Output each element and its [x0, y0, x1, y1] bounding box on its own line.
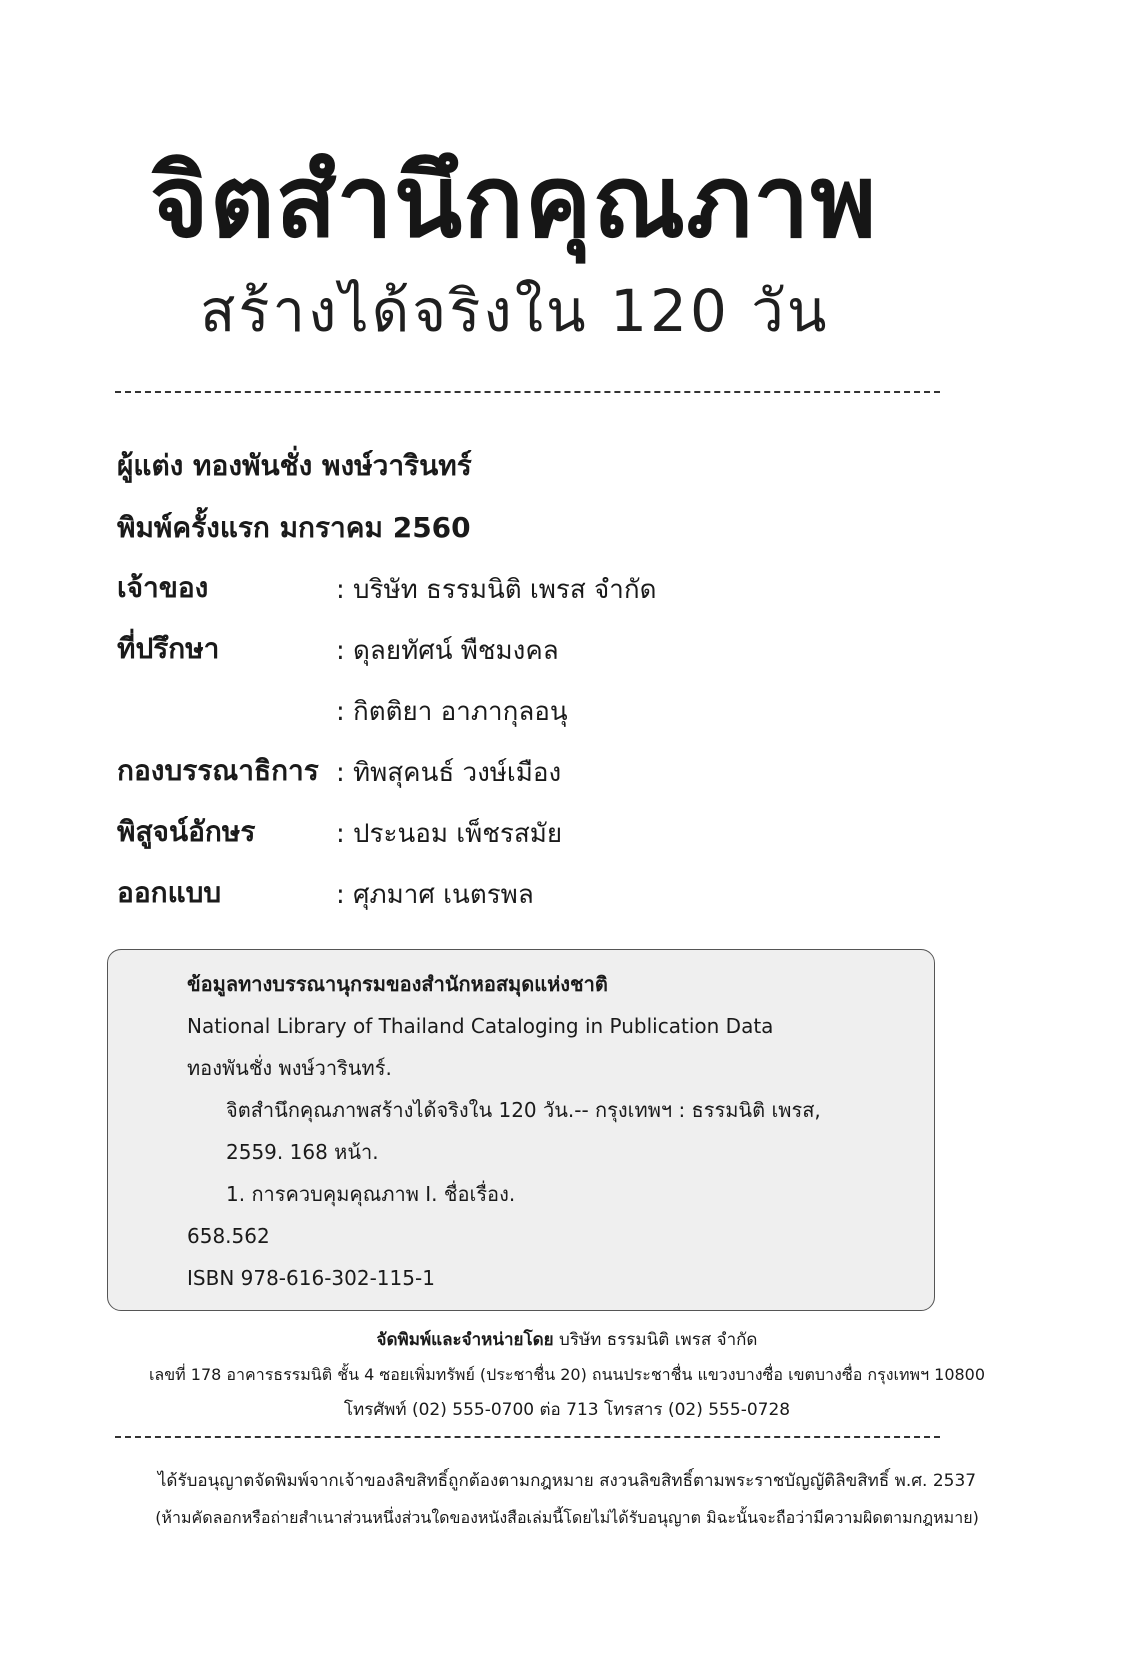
credit-label-editorial: กองบรรณาธิการ [117, 754, 319, 787]
credit-label-advisor: ที่ปรึกษา [117, 632, 220, 665]
book-title: จิตสำนึกคุณภาพ [150, 143, 878, 260]
cip-subject-line: 1. การควบคุมคุณภาพ I. ชื่อเรื่อง. [226, 1182, 516, 1206]
book-subtitle: สร้างได้จริงใน 120 วัน [200, 277, 830, 345]
credit-label-design: ออกแบบ [117, 876, 222, 909]
cip-isbn: ISBN 978-616-302-115-1 [187, 1266, 435, 1290]
cip-title-line: จิตสำนึกคุณภาพสร้างได้จริงใน 120 วัน.-- กรุงเทพฯ : ธรรมนิติ เพรส, [226, 1098, 821, 1122]
cip-author: ทองพันชั่ง พงษ์วารินทร์. [187, 1056, 392, 1080]
top-divider [115, 391, 940, 393]
publisher-label: จัดพิมพ์และจำหน่ายโดย [376, 1330, 554, 1350]
credit-value-advisor-2: : กิตติยา อาภากุลอนุ [336, 697, 568, 727]
copyright-notice: ได้รับอนุญาตจัดพิมพ์จากเจ้าของลิขสิทธิ์ถูกต้องตามกฎหมาย สงวนลิขสิทธิ์ตามพระราชบัญญัติลิขสิทธิ์ พ.ศ. 2537 [157, 1471, 977, 1491]
publisher-phone: โทรศัพท์ (02) 555-0700 ต่อ 713 โทรสาร (02) 555-0728 [343, 1400, 791, 1420]
cip-data-box [107, 949, 935, 1311]
cip-heading-english: National Library of Thailand Cataloging in Publication Data [187, 1014, 774, 1038]
publisher-name: บริษัท ธรรมนิติ เพรส จำกัด [559, 1330, 758, 1350]
cip-classification: 658.562 [187, 1224, 270, 1248]
publisher-address: เลขที่ 178 อาคารธรรมนิติ ชั้น 4 ซอยเพิ่มทรัพย์ (ประชาชื่น 20) ถนนประชาชื่น แขวงบางซื่อ เขตบางซื่อ กรุงเทพฯ 10800 [148, 1365, 986, 1384]
credit-value-advisor-1: : ดุลยทัศน์ พืชมงคล [336, 636, 559, 666]
credit-value-editorial: : ทิพสุคนธ์ วงษ์เมือง [336, 758, 562, 788]
cip-publication-line: 2559. 168 หน้า. [226, 1140, 379, 1164]
cip-heading-thai: ข้อมูลทางบรรณานุกรมของสำนักหอสมุดแห่งชาติ [187, 972, 608, 996]
copyright-warning: (ห้ามคัดลอกหรือถ่ายสำเนาส่วนหนึ่งส่วนใดของหนังสือเล่มนี้โดยไม่ได้รับอนุญาต มิฉะนั้นจะถือว่ามีความผิดตามกฎหมาย) [155, 1508, 979, 1527]
credit-label-proofreader: พิสูจน์อักษร [117, 815, 256, 848]
edition-line: พิมพ์ครั้งแรก มกราคม 2560 [117, 511, 471, 544]
credit-label-owner: เจ้าของ [117, 571, 209, 604]
credit-value-proofreader: : ประนอม เพ็ชรสมัย [336, 819, 563, 849]
author-line: ผู้แต่ง ทองพันชั่ง พงษ์วารินทร์ [117, 449, 472, 482]
bottom-divider [115, 1436, 940, 1438]
credit-value-owner: : บริษัท ธรรมนิติ เพรส จำกัด [336, 575, 657, 605]
publisher-line [0, 1332, 1134, 1349]
credit-value-design: : ศุภมาศ เนตรพล [336, 880, 534, 910]
